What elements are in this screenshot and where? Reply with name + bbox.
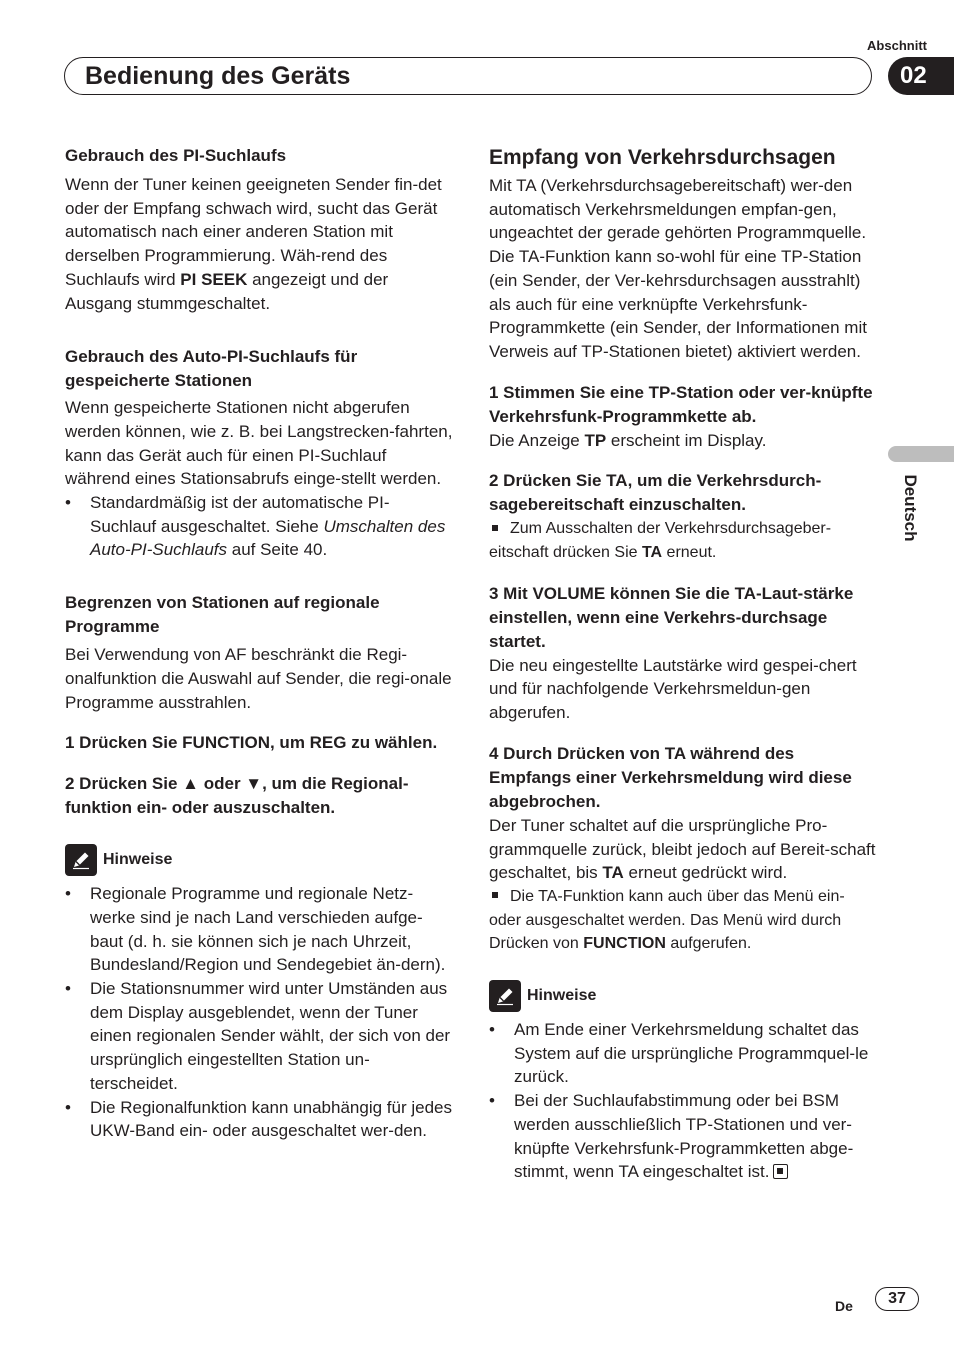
button-term: FUNCTION <box>583 935 666 953</box>
text: Die TA-Funktion kann auch über das Menü ein- oder ausgeschaltet werden. Das Menü wird durch Drücken von <box>489 887 845 953</box>
section-heading: Begrenzen von Stationen auf regionale Programme <box>65 593 380 637</box>
button-term: TA <box>641 544 663 562</box>
text: Die Anzeige <box>489 430 585 450</box>
chapter-badge: 02 <box>888 57 954 95</box>
right-column <box>489 144 879 1184</box>
language-tab-marker <box>888 446 954 462</box>
text: Die Stationsnummer wird unter Umständen aus dem Display ausgeblendet, wenn der Tuner einen regionalen Sender wählt, der sich von der ursprünglich eingestellten Station un-terscheidet. <box>90 979 451 1093</box>
step-2: 2 Drücken Sie ▲ oder ▼, um die Regional-funktion ein- oder auszuschalten. <box>65 774 409 818</box>
bullet-dot: • <box>489 1020 495 1040</box>
text: Wenn der Tuner keinen geeigneten Sender fin-det oder der Empfang schwach wird, sucht das Gerät automatisch nach einer anderen Station mit derselben Programmierung. Wäh-rend des Suchlaufs wird <box>65 175 442 289</box>
list-item <box>65 1096 455 1143</box>
paragraph: Mit TA (Verkehrsdurchsagebereitschaft) wer-den automatisch Verkehrsmeldungen empfan-gen, ungeachtet der gerade gehörten Programmquelle. Die TA-Funktion kann so-wohl für eine TP-Station (ein Sender, der Ver-kehrsdurchsagen ausstrahlt) als auch für eine verknüpfte Verkehrsfunk-Programmkette (ein Sender, der Informationen mit Verweis auf TP-Stationen bietet) aktiviert werden. <box>489 176 867 361</box>
text: erneut. <box>662 544 717 562</box>
language-tab-label: Deutsch <box>901 474 920 542</box>
display-term: PI SEEK <box>180 269 248 289</box>
footer-language: De <box>835 1298 853 1314</box>
page-title: Bedienung des Geräts <box>85 62 351 90</box>
paragraph: Wenn gespeicherte Stationen nicht abgerufen werden können, wie z. B. bei Langstrecken-fahrten, kann das Gerät auch für einen PI-Suchlauf während eines Stationsabrufs einge-stellt werden. <box>65 398 453 489</box>
paragraph <box>65 173 455 315</box>
section-heading: Gebrauch des Auto-PI-Suchlaufs für gespeicherte Stationen <box>65 347 358 391</box>
paragraph: Die neu eingestellte Lautstärke wird gespei-chert und für nachfolgende Verkehrsmeldun-gen abgerufen. <box>489 655 857 723</box>
hints-heading <box>489 980 879 1012</box>
list-item <box>65 977 455 1096</box>
bullet-dot: • <box>65 979 71 999</box>
list-item <box>489 1089 879 1184</box>
end-mark-icon <box>773 1164 788 1179</box>
text: Zum Ausschalten der Verkehrsdurchsageber-eitschaft drücken Sie <box>489 520 832 562</box>
hints-list <box>65 882 455 1143</box>
step-1: 1 Drücken Sie FUNCTION, um REG zu wählen. <box>65 733 438 753</box>
text: erscheint im Display. <box>606 430 767 450</box>
bullet-dot: • <box>65 884 71 904</box>
list-item <box>65 491 455 562</box>
note <box>489 885 879 956</box>
hints-label: Hinweise <box>103 851 173 869</box>
bullet-dot: • <box>489 1091 495 1111</box>
text: Die Regionalfunktion kann unabhängig für jedes UKW-Band ein- oder ausgeschaltet wer-den. <box>90 1097 452 1141</box>
text: Am Ende einer Verkehrsmeldung schaltet das System auf die ursprüngliche Programmquel-le zurück. <box>514 1020 869 1087</box>
button-term: TA <box>602 863 624 883</box>
section-label: Abschnitt <box>867 38 927 53</box>
text: Bei der Suchlaufabstimmung oder bei BSM werden ausschließlich TP-Stationen und ver-knüpfte Verkehrsfunk-Programmketten abge-stimmt, wenn TA eingeschaltet ist. <box>514 1091 854 1182</box>
pencil-icon <box>65 844 97 876</box>
note-square-icon <box>492 525 498 531</box>
note <box>489 517 879 564</box>
paragraph: Bei Verwendung von AF beschränkt die Regi-onalfunktion die Auswahl auf Sender, die regi-onale Programme ausstrahlen. <box>65 645 452 712</box>
cross-reference: Umschalten des Auto-PI-Suchlaufs <box>90 516 446 560</box>
hints-heading <box>65 844 455 876</box>
text: Standardmäßig ist der automatische PI-Suchlauf ausgeschaltet. Siehe <box>90 493 390 536</box>
page-number: 37 <box>875 1287 919 1311</box>
note-square-icon <box>492 892 498 898</box>
hints-list <box>489 1018 879 1184</box>
list-item <box>489 1018 879 1089</box>
pencil-icon <box>489 980 521 1012</box>
list-item <box>65 882 455 977</box>
hints-label: Hinweise <box>527 987 597 1005</box>
text: aufgerufen. <box>665 935 752 953</box>
text: angezeigt und der Ausgang stummgeschaltet. <box>65 269 389 313</box>
step-3: 3 Mit VOLUME können Sie die TA-Laut-stärke einstellen, wenn eine Verkehrs-durchsage startet. <box>489 583 854 651</box>
text: Der Tuner schaltet auf die ursprüngliche Pro-grammquelle zurück, bleibt jedoch auf Bereit-schaft geschaltet, bis <box>489 815 876 883</box>
paragraph <box>489 814 879 885</box>
text: Regionale Programme und regionale Netz-werke sind je nach Land verschieden aufge-baut (d. h. sie können sich je nach Uhrzeit, Bundesland/Region und Sendegebiet än-dern). <box>90 884 446 975</box>
section-title: Empfang von Verkehrsdurchsagen <box>489 146 836 169</box>
bullet-dot: • <box>65 1097 71 1117</box>
step-4: 4 Durch Drücken von TA während des Empfangs einer Verkehrsmeldung wird diese abgebrochen. <box>489 743 852 811</box>
step-1: 1 Stimmen Sie eine TP-Station oder ver-knüpfte Verkehrsfunk-Programmkette ab. <box>489 382 873 426</box>
paragraph <box>489 429 879 453</box>
bullet-dot: • <box>65 493 71 513</box>
text: auf Seite 40. <box>227 540 328 560</box>
text: erneut gedrückt wird. <box>623 863 788 883</box>
left-column <box>65 144 455 1143</box>
step-2: 2 Drücken Sie TA, um die Verkehrsdurch-sagebereitschaft einzuschalten. <box>489 471 822 515</box>
section-heading: Gebrauch des PI-Suchlaufs <box>65 146 287 165</box>
display-term: TP <box>584 430 607 450</box>
